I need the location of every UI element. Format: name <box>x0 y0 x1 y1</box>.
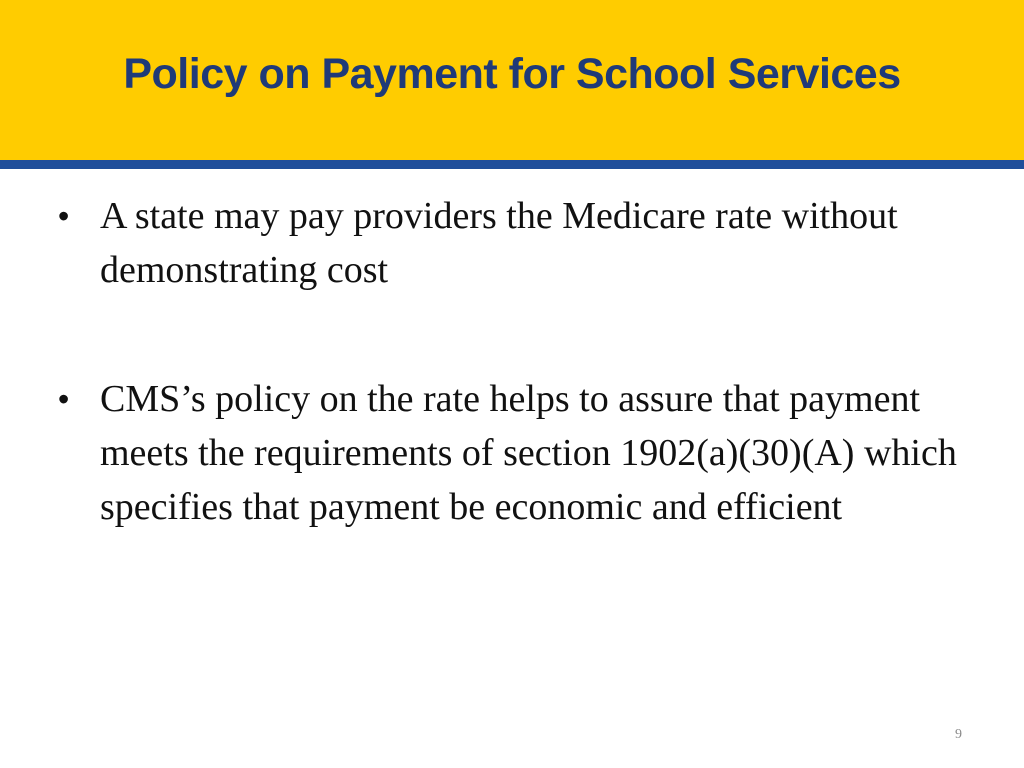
slide-title: Policy on Payment for School Services <box>123 50 901 98</box>
bullet-marker: • <box>58 381 70 417</box>
page-number: 9 <box>955 727 962 742</box>
bullet-marker: • <box>58 198 70 234</box>
bullet-item <box>58 189 978 297</box>
title-divider <box>0 160 1024 169</box>
bullet-text: CMS’s policy on the rate helps to assure that payment meets the requirements of section 1902(a)(30)(A) which specifies that payment be economic and efficient <box>100 378 957 528</box>
bullet-text: A state may pay providers the Medicare rate without demonstrating cost <box>100 195 898 291</box>
bullet-list <box>58 189 978 534</box>
bullet-item <box>58 372 978 534</box>
